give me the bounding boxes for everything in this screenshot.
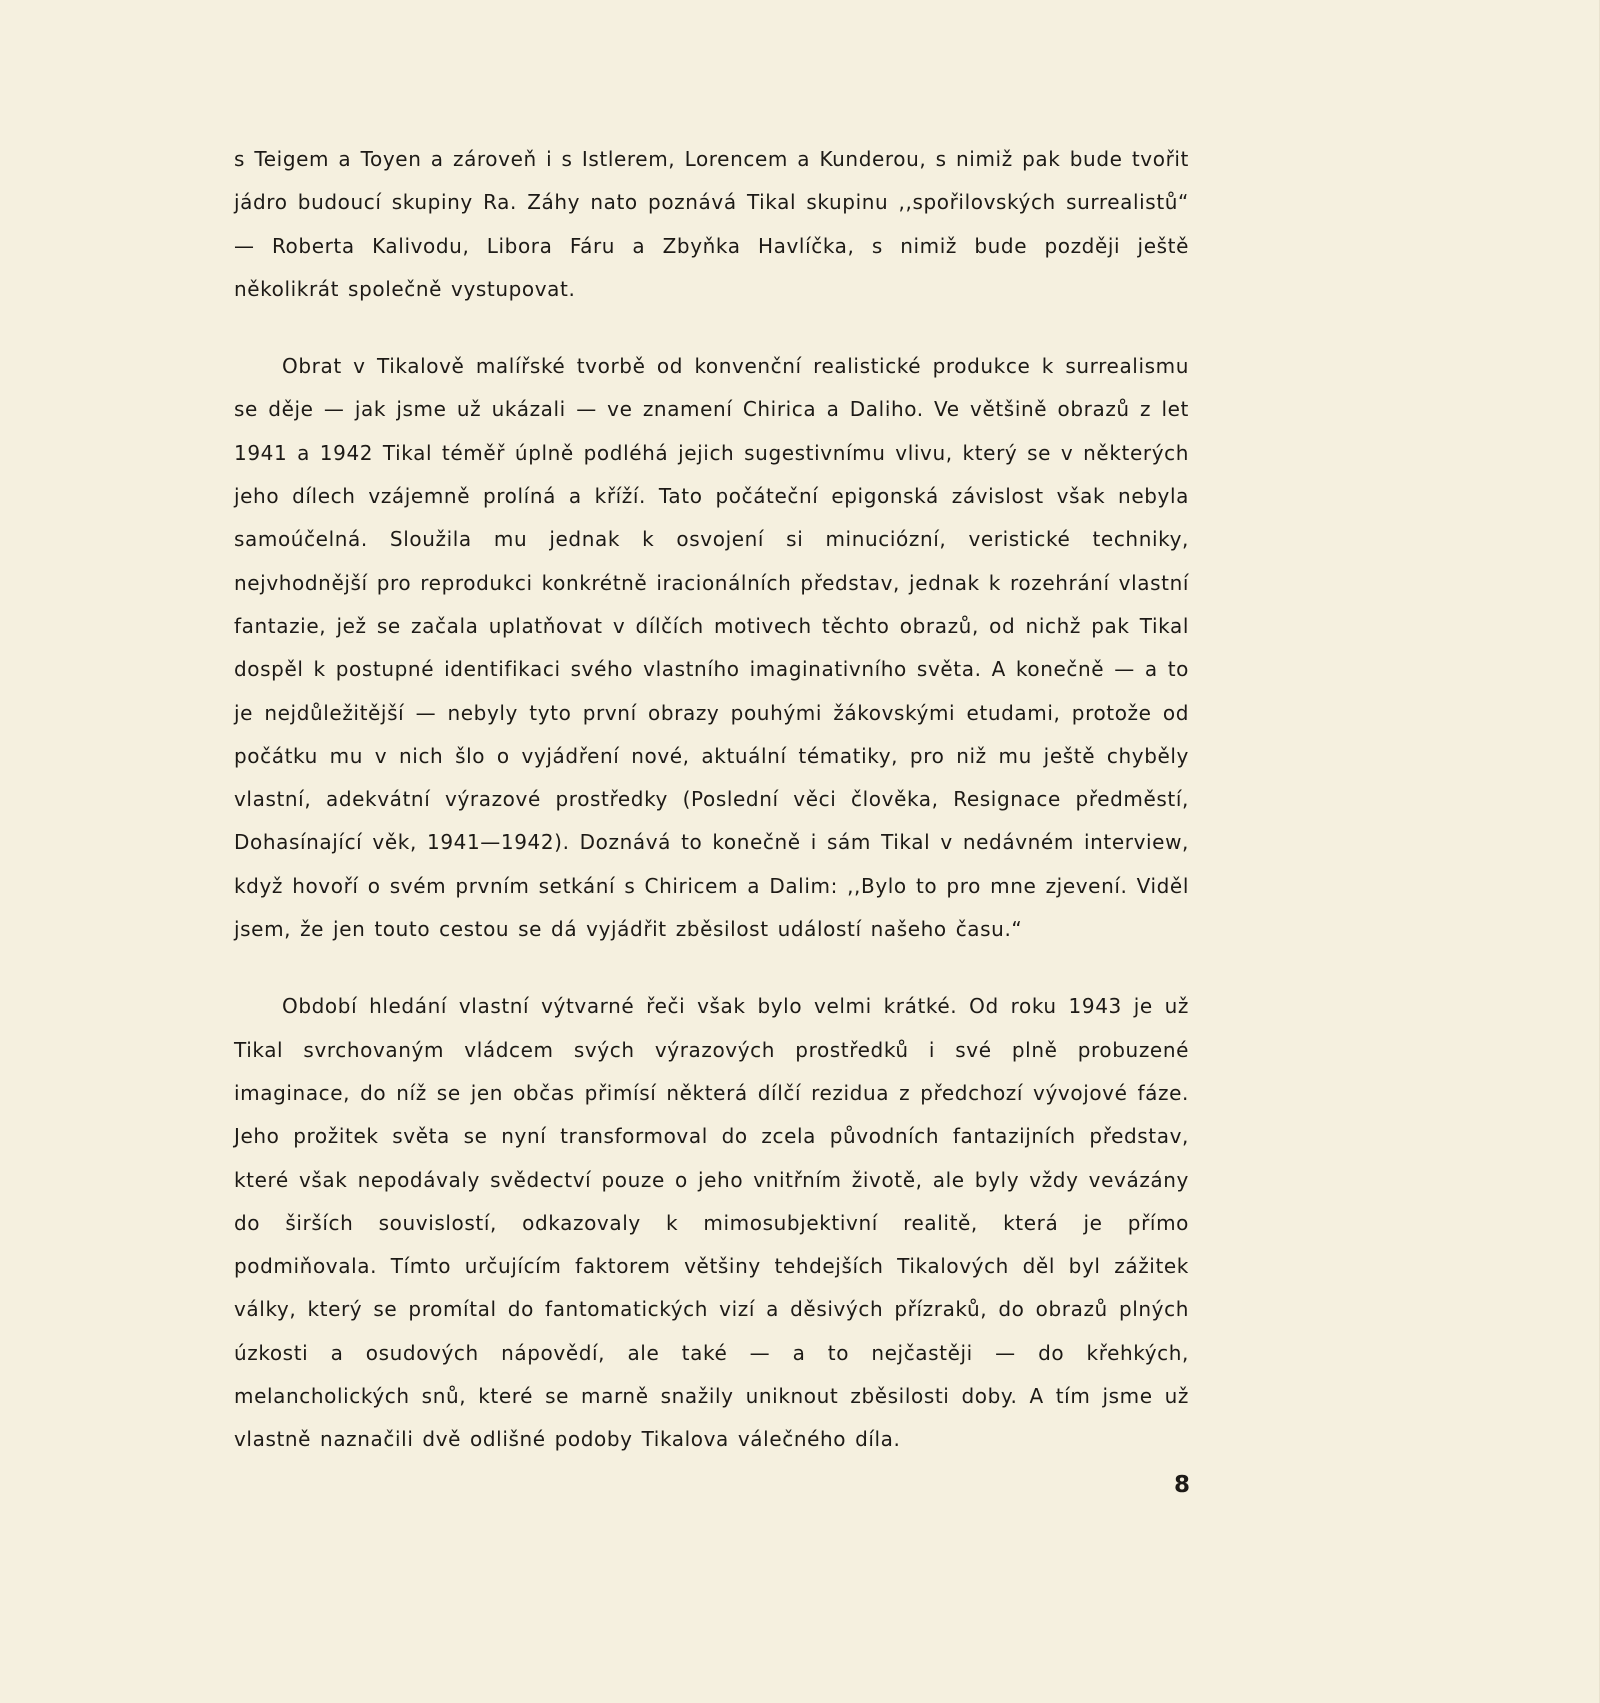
body-text <box>234 138 1189 1462</box>
paragraph-1: s Teigem a Toyen a zároveň i s Istlerem, Lorencem a Kunderou, s nimiž pak bude tvořit jádro budoucí skupiny Ra. Záhy nato poznává Tikal skupinu ,,spořilovských surrealistů“ — Roberta Kalivodu, Libora Fáru a Zbyňka Havlíčka, s nimiž bude později ještě několikrát společně vystupovat. <box>234 147 1189 301</box>
paragraph-3: Období hledání vlastní výtvarné řeči však bylo velmi krátké. Od roku 1943 je už Tikal svrchovaným vládcem svých výrazových prostředků i své plně probuzené imaginace, do níž se jen občas přimísí některá dílčí rezidua z předchozí vývojové fáze. Jeho prožitek světa se nyní transformoval do zcela původních fantazijních představ, které však nepodávaly svědectví pouze o jeho vnitřním životě, ale byly vždy vevázány do širších souvislostí, odkazovaly k mimosubjektivní realitě, která je přímo podmiňovala. Tímto určujícím faktorem většiny tehdejších Tikalových děl byl zážitek války, který se promítal do fantomatických vizí a děsivých přízraků, do obrazů plných úzkosti a osudových nápovědí, ale také — a to nejčastěji — do křehkých, melancholických snů, které se marně snažily uniknout zběsilosti doby. A tím jsme už vlastně naznačili dvě odlišné podoby Tikalova válečného díla. <box>234 994 1189 1452</box>
paragraph-2: Obrat v Tikalově malířské tvorbě od konvenční realistické produkce k surrealismu se děje — jak jsme už ukázali — ve znamení Chirica a Daliho. Ve většině obrazů z let 1941 a 1942 Tikal téměř úplně podléhá jejich sugestivnímu vlivu, který se v některých jeho dílech vzájemně prolíná a kříží. Tato počáteční epigonská závislost však nebyla samoúčelná. Sloužila mu jednak k osvojení si minuciózní, veristické techniky, nejvhodnější pro reprodukci konkrétně iracionálních představ, jednak k rozehrání vlastní fantazie, jež se začala uplatňovat v dílčích motivech těchto obrazů, od nichž pak Tikal dospěl k postupné identifikaci svého vlastního imaginativního světa. A konečně — a to je nejdůležitější — nebyly tyto první obrazy pouhými žákovskými etudami, protože od počátku mu v nich šlo o vyjádření nové, aktuální tématiky, pro niž mu ještě chyběly vlastní, adekvátní výrazové prostředky (Poslední věci člověka, Resignace předměstí, Dohasínající věk, 1941—1942). Doznává to konečně i sám Tikal v nedávném interview, když hovoří o svém prvním setkání s Chiricem a Dalim: ,,Bylo to pro mne zjevení. Viděl jsem, že jen touto cestou se dá vyjádřit zběsilost událostí našeho času.“ <box>234 354 1189 942</box>
page-number: 8 <box>1173 1472 1190 1498</box>
